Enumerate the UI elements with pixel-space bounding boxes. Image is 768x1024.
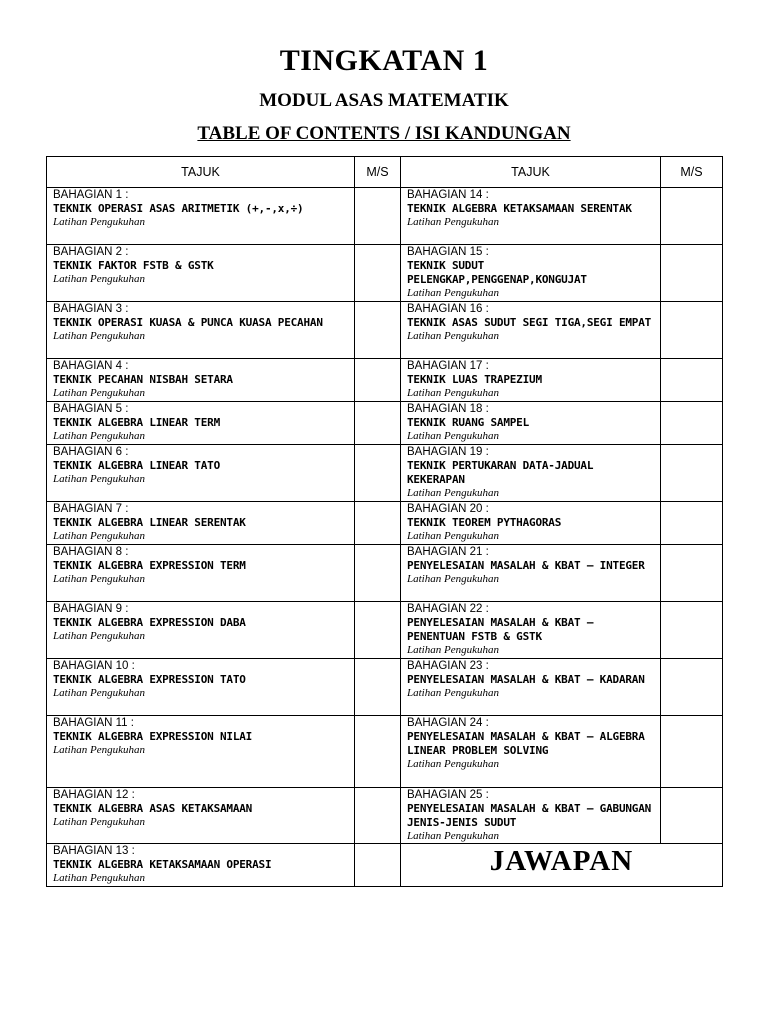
topic-cell bbox=[47, 188, 355, 245]
topic-subtitle: Latihan Pengukuhan bbox=[407, 387, 499, 399]
topic-name: TEKNIK ALGEBRA KETAKSAMAAN SERENTAK bbox=[407, 202, 632, 215]
topic-name: TEKNIK ALGEBRA EXPRESSION TATO bbox=[53, 673, 246, 686]
toc-row bbox=[47, 788, 723, 844]
topic-cell bbox=[401, 245, 661, 302]
topic-subtitle: Latihan Pengukuhan bbox=[53, 330, 145, 342]
topic-name: TEKNIK LUAS TRAPEZIUM bbox=[407, 373, 542, 386]
toc-row bbox=[47, 359, 723, 402]
topic-cell bbox=[401, 716, 661, 788]
module-subtitle: MODUL ASAS MATEMATIK bbox=[259, 90, 509, 111]
topic-subtitle: Latihan Pengukuhan bbox=[53, 473, 145, 485]
page-number-cell bbox=[355, 188, 401, 245]
topic-subtitle: Latihan Pengukuhan bbox=[53, 816, 145, 828]
toc-row bbox=[47, 545, 723, 602]
topic-name: PENYELESAIAN MASALAH & KBAT – GABUNGAN JENIS-JENIS SUDUT bbox=[407, 802, 652, 829]
page-number-cell bbox=[355, 502, 401, 545]
toc-row bbox=[47, 659, 723, 716]
page-number-cell bbox=[355, 302, 401, 359]
part-label: BAHAGIAN 15 : bbox=[407, 246, 489, 258]
page-number-cell bbox=[661, 302, 723, 359]
part-label: BAHAGIAN 9 : bbox=[53, 603, 129, 615]
col-header-tajuk-left: TAJUK bbox=[47, 157, 355, 188]
topic-cell bbox=[47, 602, 355, 659]
topic-cell bbox=[47, 716, 355, 788]
topic-name: TEKNIK PERTUKARAN DATA-JADUAL KEKERAPAN bbox=[407, 459, 594, 486]
page-number-cell bbox=[661, 502, 723, 545]
page-number-cell bbox=[355, 602, 401, 659]
page-number-cell bbox=[355, 788, 401, 844]
topic-cell bbox=[401, 659, 661, 716]
topic-name: TEKNIK ASAS SUDUT SEGI TIGA,SEGI EMPAT bbox=[407, 316, 652, 329]
part-label: BAHAGIAN 8 : bbox=[53, 546, 129, 558]
topic-subtitle: Latihan Pengukuhan bbox=[53, 387, 145, 399]
part-label: BAHAGIAN 1 : bbox=[53, 189, 129, 201]
page-number-cell bbox=[355, 359, 401, 402]
topic-name: TEKNIK FAKTOR FSTB & GSTK bbox=[53, 259, 214, 272]
topic-cell bbox=[401, 788, 661, 844]
page-number-cell bbox=[661, 402, 723, 445]
topic-cell bbox=[401, 502, 661, 545]
part-label: BAHAGIAN 2 : bbox=[53, 246, 129, 258]
part-label: BAHAGIAN 6 : bbox=[53, 446, 129, 458]
topic-subtitle: Latihan Pengukuhan bbox=[53, 744, 145, 756]
topic-cell bbox=[401, 402, 661, 445]
topic-subtitle: Latihan Pengukuhan bbox=[407, 430, 499, 442]
page-number-cell bbox=[355, 844, 401, 887]
part-label: BAHAGIAN 20 : bbox=[407, 503, 489, 515]
topic-cell bbox=[401, 302, 661, 359]
part-label: BAHAGIAN 12 : bbox=[53, 789, 135, 801]
page-number-cell bbox=[661, 716, 723, 788]
part-label: BAHAGIAN 4 : bbox=[53, 360, 129, 372]
topic-cell bbox=[401, 602, 661, 659]
topic-subtitle: Latihan Pengukuhan bbox=[53, 687, 145, 699]
topic-subtitle: Latihan Pengukuhan bbox=[407, 487, 499, 499]
topic-name: TEKNIK ALGEBRA LINEAR TATO bbox=[53, 459, 220, 472]
topic-cell bbox=[47, 245, 355, 302]
toc-row bbox=[47, 445, 723, 502]
part-label: BAHAGIAN 13 : bbox=[53, 845, 135, 857]
part-label: BAHAGIAN 24 : bbox=[407, 717, 489, 729]
page-number-cell bbox=[355, 445, 401, 502]
topic-subtitle: Latihan Pengukuhan bbox=[53, 216, 145, 228]
topic-cell bbox=[47, 659, 355, 716]
page-number-cell bbox=[661, 245, 723, 302]
topic-cell bbox=[47, 359, 355, 402]
part-label: BAHAGIAN 5 : bbox=[53, 403, 129, 415]
topic-name: PENYELESAIAN MASALAH & KBAT – PENENTUAN FSTB & GSTK bbox=[407, 616, 594, 643]
toc-row bbox=[47, 188, 723, 245]
topic-name: TEKNIK ALGEBRA EXPRESSION TERM bbox=[53, 559, 246, 572]
topic-subtitle: Latihan Pengukuhan bbox=[407, 287, 499, 299]
part-label: BAHAGIAN 23 : bbox=[407, 660, 489, 672]
topic-subtitle: Latihan Pengukuhan bbox=[407, 330, 499, 342]
page-number-cell bbox=[355, 659, 401, 716]
toc-row bbox=[47, 245, 723, 302]
topic-cell bbox=[47, 545, 355, 602]
topic-name: TEKNIK ALGEBRA KETAKSAMAAN OPERASI bbox=[53, 858, 272, 871]
topic-name: PENYELESAIAN MASALAH & KBAT – KADARAN bbox=[407, 673, 645, 686]
part-label: BAHAGIAN 11 : bbox=[53, 717, 134, 729]
topic-subtitle: Latihan Pengukuhan bbox=[53, 530, 145, 542]
topic-cell bbox=[47, 502, 355, 545]
toc-row bbox=[47, 716, 723, 788]
page-number-cell bbox=[661, 545, 723, 602]
topic-cell bbox=[47, 402, 355, 445]
topic-cell bbox=[47, 788, 355, 844]
topic-name: PENYELESAIAN MASALAH & KBAT – INTEGER bbox=[407, 559, 645, 572]
topic-subtitle: Latihan Pengukuhan bbox=[407, 758, 499, 770]
topic-name: PENYELESAIAN MASALAH & KBAT – ALGEBRA LINEAR PROBLEM SOLVING bbox=[407, 730, 645, 757]
col-header-ms-left: M/S bbox=[355, 157, 401, 188]
topic-name: TEKNIK RUANG SAMPEL bbox=[407, 416, 530, 429]
topic-subtitle: Latihan Pengukuhan bbox=[407, 830, 499, 842]
page-number-cell bbox=[661, 602, 723, 659]
col-header-tajuk-right: TAJUK bbox=[401, 157, 661, 188]
topic-cell bbox=[47, 844, 355, 887]
topic-subtitle: Latihan Pengukuhan bbox=[407, 530, 499, 542]
topic-name: TEKNIK ALGEBRA LINEAR TERM bbox=[53, 416, 220, 429]
topic-cell bbox=[401, 188, 661, 245]
topic-name: TEKNIK TEOREM PYTHAGORAS bbox=[407, 516, 562, 529]
topic-name: TEKNIK ALGEBRA EXPRESSION DABA bbox=[53, 616, 246, 629]
page-number-cell bbox=[661, 445, 723, 502]
page-title: TINGKATAN 1 bbox=[279, 44, 489, 77]
page-number-cell bbox=[661, 788, 723, 844]
topic-name: TEKNIK PECAHAN NISBAH SETARA bbox=[53, 373, 233, 386]
topic-name: TEKNIK ALGEBRA EXPRESSION NILAI bbox=[53, 730, 253, 743]
toc-row bbox=[47, 302, 723, 359]
toc-row bbox=[47, 602, 723, 659]
topic-subtitle: Latihan Pengukuhan bbox=[407, 687, 499, 699]
topic-cell bbox=[401, 359, 661, 402]
part-label: BAHAGIAN 25 : bbox=[407, 789, 489, 801]
part-label: BAHAGIAN 19 : bbox=[407, 446, 489, 458]
topic-cell bbox=[47, 445, 355, 502]
toc-table bbox=[46, 156, 723, 887]
part-label: BAHAGIAN 21 : bbox=[407, 546, 489, 558]
topic-subtitle: Latihan Pengukuhan bbox=[53, 630, 145, 642]
part-label: BAHAGIAN 3 : bbox=[53, 303, 129, 315]
toc-header-row bbox=[47, 157, 723, 188]
topic-subtitle: Latihan Pengukuhan bbox=[53, 872, 145, 884]
topic-subtitle: Latihan Pengukuhan bbox=[407, 216, 499, 228]
topic-subtitle: Latihan Pengukuhan bbox=[53, 273, 145, 285]
topic-cell bbox=[401, 445, 661, 502]
page-number-cell bbox=[355, 245, 401, 302]
topic-name: TEKNIK OPERASI KUASA & PUNCA KUASA PECAHAN bbox=[53, 316, 323, 329]
page-number-cell bbox=[355, 716, 401, 788]
part-label: BAHAGIAN 14 : bbox=[407, 189, 489, 201]
toc-heading: TABLE OF CONTENTS / ISI KANDUNGAN bbox=[197, 123, 571, 144]
page-number-cell bbox=[355, 402, 401, 445]
col-header-ms-right: M/S bbox=[661, 157, 723, 188]
page-number-cell bbox=[661, 659, 723, 716]
topic-cell bbox=[47, 302, 355, 359]
part-label: BAHAGIAN 18 : bbox=[407, 403, 489, 415]
topic-cell bbox=[401, 545, 661, 602]
topic-name: TEKNIK ALGEBRA ASAS KETAKSAMAAN bbox=[53, 802, 253, 815]
topic-subtitle: Latihan Pengukuhan bbox=[407, 644, 499, 656]
page-number-cell bbox=[661, 188, 723, 245]
page-number-cell bbox=[661, 359, 723, 402]
topic-name: TEKNIK SUDUT PELENGKAP,PENGGENAP,KONGUJAT bbox=[407, 259, 587, 286]
topic-name: TEKNIK OPERASI ASAS ARITMETIK (+,-,x,÷) bbox=[53, 202, 304, 215]
part-label: BAHAGIAN 22 : bbox=[407, 603, 489, 615]
topic-subtitle: Latihan Pengukuhan bbox=[53, 430, 145, 442]
topic-subtitle: Latihan Pengukuhan bbox=[53, 573, 145, 585]
topic-name: TEKNIK ALGEBRA LINEAR SERENTAK bbox=[53, 516, 246, 529]
toc-row bbox=[47, 502, 723, 545]
toc-row bbox=[47, 844, 723, 887]
answer-section-label: JAWAPAN bbox=[401, 844, 723, 887]
page-number-cell bbox=[355, 545, 401, 602]
toc-body bbox=[47, 188, 723, 887]
toc-row bbox=[47, 402, 723, 445]
part-label: BAHAGIAN 17 : bbox=[407, 360, 489, 372]
part-label: BAHAGIAN 10 : bbox=[53, 660, 135, 672]
part-label: BAHAGIAN 7 : bbox=[53, 503, 129, 515]
part-label: BAHAGIAN 16 : bbox=[407, 303, 489, 315]
topic-subtitle: Latihan Pengukuhan bbox=[407, 573, 499, 585]
